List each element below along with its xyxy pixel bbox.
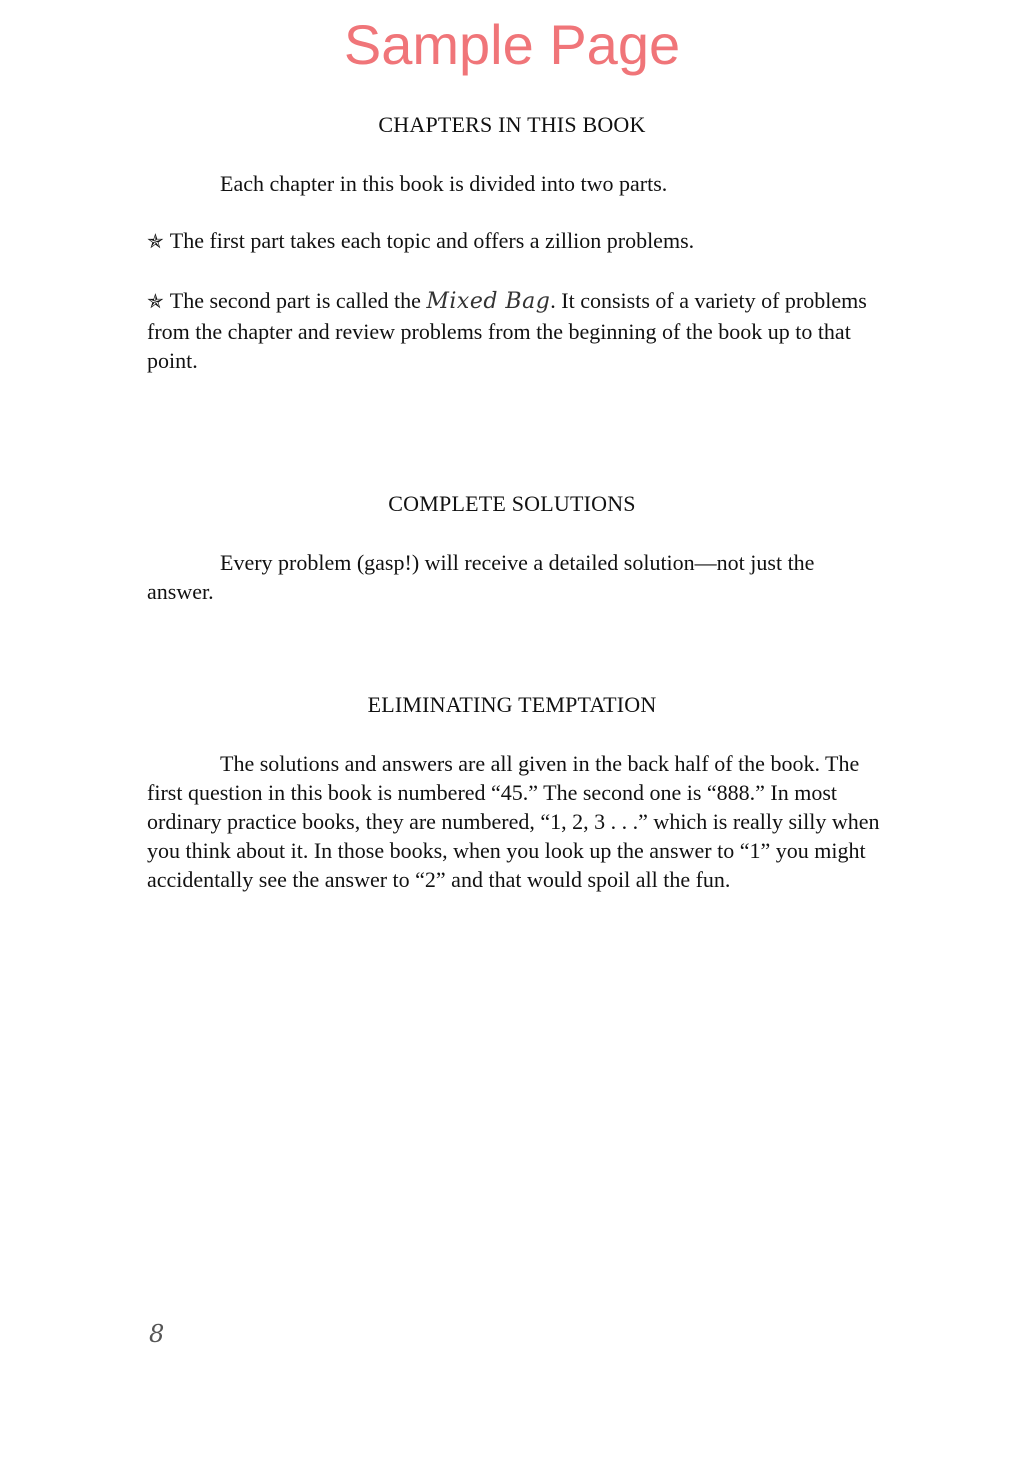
chapters-heading: CHAPTERS IN THIS BOOK xyxy=(378,112,646,137)
chapters-bullet-1 xyxy=(147,226,882,257)
bullet-2-text-before: The second part is called the xyxy=(169,288,427,313)
solutions-body: Every problem (gasp!) will receive a detailed solution—not just the answer. xyxy=(147,550,815,604)
chapters-intro: Each chapter in this book is divided into two parts. xyxy=(220,171,668,196)
bullet-1-text: The first part takes each topic and offers a zillion problems. xyxy=(169,228,695,253)
mixed-bag-label: Mixed Bag xyxy=(426,289,551,314)
page-number: 8 xyxy=(149,1320,165,1348)
sample-page-watermark: Sample Page xyxy=(343,13,681,76)
bullet-2-text-after: . It consists of a variety of problems from the chapter and review problems from the beginning of the book up to that point. xyxy=(147,288,867,373)
chapters-bullet-2 xyxy=(147,286,882,375)
temptation-heading: ELIMINATING TEMPTATION xyxy=(367,692,657,717)
star-icon: ✯ xyxy=(147,231,164,253)
solutions-heading: COMPLETE SOLUTIONS xyxy=(388,491,636,516)
temptation-body: The solutions and answers are all given in the back half of the book. The first question in this book is numbered “45.” The second one is “888.” In most ordinary practice books, they are numbered, “1, 2, 3 . . .” which is really silly when you think about it. In those books, when you look up the answer to “1” you might accidentally see the answer to “2” and that would spoil all the fun. xyxy=(147,751,880,892)
star-icon: ✯ xyxy=(147,291,164,313)
